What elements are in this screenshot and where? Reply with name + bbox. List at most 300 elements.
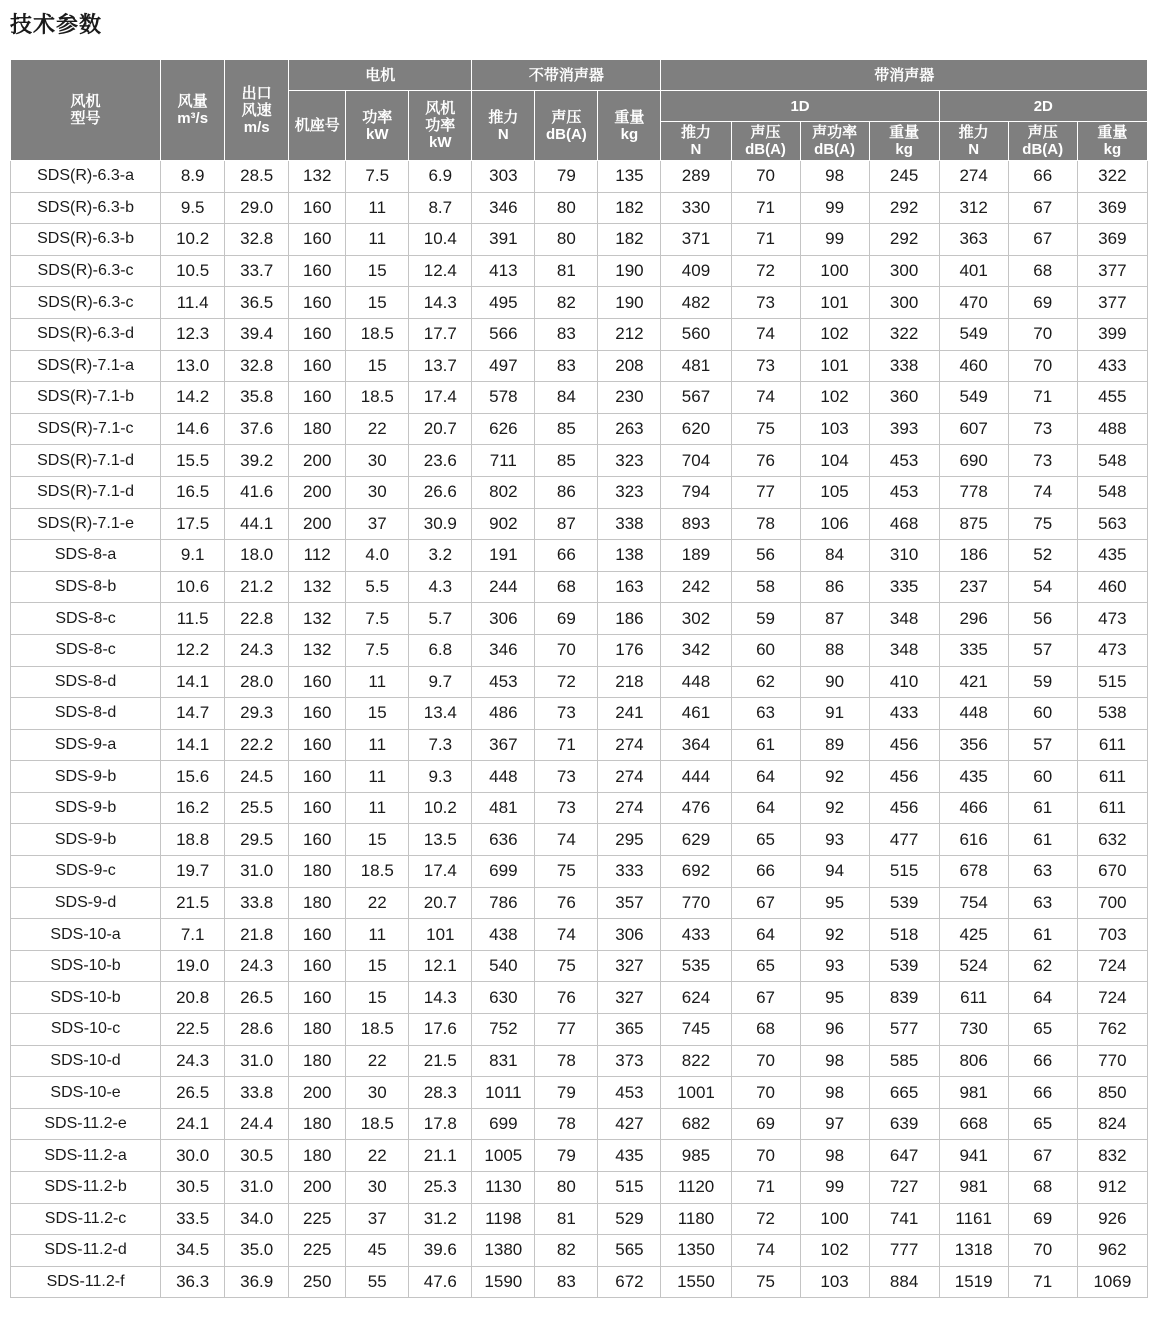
cell-2d-spl: 71 (1008, 382, 1077, 414)
cell-motor-frame: 160 (289, 761, 346, 793)
cell-fan-power: 9.7 (409, 666, 472, 698)
cell-1d-weight: 539 (869, 887, 939, 919)
cell-1d-swl: 96 (800, 1014, 869, 1046)
cell-motor-power: 18.5 (346, 856, 409, 888)
cell-1d-swl: 105 (800, 476, 869, 508)
cell-1d-thrust: 448 (661, 666, 731, 698)
cell-airflow: 14.2 (161, 382, 225, 414)
cell-1d-thrust: 704 (661, 445, 731, 477)
cell-ns-weight: 274 (598, 729, 661, 761)
cell-airflow: 12.3 (161, 318, 225, 350)
cell-motor-power: 22 (346, 413, 409, 445)
table-row (11, 571, 1148, 603)
cell-ns-spl: 76 (535, 887, 598, 919)
header-line: kg (895, 141, 913, 158)
cell-1d-swl: 102 (800, 318, 869, 350)
cell-motor-frame: 200 (289, 1172, 346, 1204)
spec-table-body (11, 161, 1148, 1298)
cell-airflow: 15.6 (161, 761, 225, 793)
cell-ns-thrust: 831 (472, 1045, 535, 1077)
cell-fan-power: 4.3 (409, 571, 472, 603)
cell-1d-thrust: 893 (661, 508, 731, 540)
header-line: 出口 (241, 84, 272, 102)
cell-2d-weight: 369 (1077, 192, 1147, 224)
cell-2d-spl: 56 (1008, 603, 1077, 635)
cell-1d-swl: 93 (800, 950, 869, 982)
table-row (11, 476, 1148, 508)
cell-model: SDS(R)-7.1-b (11, 382, 161, 414)
cell-airflow: 19.0 (161, 950, 225, 982)
header-line: kW (429, 134, 452, 151)
cell-1d-weight: 300 (869, 287, 939, 319)
cell-motor-frame: 160 (289, 350, 346, 382)
header-ns-spl (535, 91, 598, 161)
cell-1d-weight: 360 (869, 382, 939, 414)
cell-2d-weight: 611 (1077, 729, 1147, 761)
cell-2d-thrust: 237 (939, 571, 1008, 603)
cell-fan-power: 6.8 (409, 634, 472, 666)
cell-ns-thrust: 578 (472, 382, 535, 414)
cell-1d-spl: 64 (731, 919, 800, 951)
cell-fan-power: 13.4 (409, 698, 472, 730)
cell-model: SDS-11.2-c (11, 1203, 161, 1235)
cell-outlet-speed: 35.0 (225, 1235, 289, 1267)
cell-1d-swl: 87 (800, 603, 869, 635)
cell-model: SDS(R)-6.3-c (11, 255, 161, 287)
cell-ns-spl: 75 (535, 856, 598, 888)
cell-1d-swl: 102 (800, 382, 869, 414)
cell-motor-power: 15 (346, 698, 409, 730)
cell-fan-power: 6.9 (409, 161, 472, 193)
cell-model: SDS(R)-7.1-d (11, 445, 161, 477)
cell-motor-frame: 160 (289, 287, 346, 319)
cell-motor-frame: 200 (289, 508, 346, 540)
header-line: 风速 (241, 101, 272, 119)
cell-1d-thrust: 1120 (661, 1172, 731, 1204)
cell-ns-spl: 84 (535, 382, 598, 414)
cell-ns-thrust: 438 (472, 919, 535, 951)
cell-model: SDS-11.2-e (11, 1108, 161, 1140)
cell-airflow: 21.5 (161, 887, 225, 919)
cell-1d-thrust: 1001 (661, 1077, 731, 1109)
cell-ns-thrust: 413 (472, 255, 535, 287)
cell-1d-spl: 73 (731, 287, 800, 319)
cell-airflow: 11.4 (161, 287, 225, 319)
cell-outlet-speed: 28.6 (225, 1014, 289, 1046)
cell-2d-weight: 563 (1077, 508, 1147, 540)
cell-ns-weight: 327 (598, 982, 661, 1014)
cell-outlet-speed: 31.0 (225, 856, 289, 888)
cell-1d-spl: 60 (731, 634, 800, 666)
cell-model: SDS-10-b (11, 950, 161, 982)
cell-ns-spl: 74 (535, 824, 598, 856)
cell-2d-thrust: 425 (939, 919, 1008, 951)
cell-1d-spl: 74 (731, 318, 800, 350)
table-row (11, 792, 1148, 824)
cell-1d-weight: 335 (869, 571, 939, 603)
cell-2d-spl: 63 (1008, 856, 1077, 888)
table-row (11, 1235, 1148, 1267)
cell-ns-weight: 373 (598, 1045, 661, 1077)
cell-2d-spl: 59 (1008, 666, 1077, 698)
cell-2d-weight: 399 (1077, 318, 1147, 350)
cell-1d-thrust: 1350 (661, 1235, 731, 1267)
cell-motor-frame: 200 (289, 476, 346, 508)
cell-outlet-speed: 39.2 (225, 445, 289, 477)
table-row (11, 1077, 1148, 1109)
page-title: 技术参数 (10, 13, 103, 38)
cell-ns-weight: 138 (598, 540, 661, 572)
cell-outlet-speed: 24.4 (225, 1108, 289, 1140)
cell-1d-thrust: 342 (661, 634, 731, 666)
table-row (11, 698, 1148, 730)
cell-airflow: 16.2 (161, 792, 225, 824)
cell-model: SDS-10-e (11, 1077, 161, 1109)
header-ns-weight (598, 91, 661, 161)
cell-ns-spl: 73 (535, 761, 598, 793)
cell-ns-weight: 323 (598, 476, 661, 508)
cell-2d-spl: 61 (1008, 792, 1077, 824)
cell-ns-spl: 83 (535, 318, 598, 350)
cell-1d-weight: 777 (869, 1235, 939, 1267)
table-row (11, 824, 1148, 856)
cell-outlet-speed: 21.2 (225, 571, 289, 603)
cell-2d-thrust: 356 (939, 729, 1008, 761)
cell-airflow: 10.2 (161, 224, 225, 256)
cell-motor-frame: 132 (289, 161, 346, 193)
cell-2d-spl: 67 (1008, 1140, 1077, 1172)
header-airflow (161, 60, 225, 161)
header-line: dB(A) (814, 141, 855, 158)
cell-motor-frame: 132 (289, 603, 346, 635)
cell-2d-thrust: 981 (939, 1077, 1008, 1109)
cell-1d-thrust: 745 (661, 1014, 731, 1046)
cell-model: SDS-11.2-b (11, 1172, 161, 1204)
cell-motor-power: 30 (346, 476, 409, 508)
cell-airflow: 9.1 (161, 540, 225, 572)
cell-outlet-speed: 25.5 (225, 792, 289, 824)
cell-1d-weight: 839 (869, 982, 939, 1014)
cell-2d-thrust: 981 (939, 1172, 1008, 1204)
header-line: 推力 (958, 124, 989, 141)
cell-ns-weight: 176 (598, 634, 661, 666)
header-model (11, 60, 161, 161)
header-1d-thrust (661, 122, 731, 161)
cell-motor-frame: 200 (289, 445, 346, 477)
cell-motor-power: 5.5 (346, 571, 409, 603)
cell-fan-power: 17.4 (409, 856, 472, 888)
cell-ns-spl: 78 (535, 1108, 598, 1140)
cell-airflow: 7.1 (161, 919, 225, 951)
cell-ns-weight: 274 (598, 761, 661, 793)
cell-ns-spl: 79 (535, 1077, 598, 1109)
cell-fan-power: 12.1 (409, 950, 472, 982)
cell-2d-weight: 473 (1077, 634, 1147, 666)
cell-motor-frame: 180 (289, 887, 346, 919)
cell-2d-spl: 70 (1008, 1235, 1077, 1267)
cell-airflow: 16.5 (161, 476, 225, 508)
cell-outlet-speed: 33.8 (225, 887, 289, 919)
cell-2d-spl: 67 (1008, 224, 1077, 256)
cell-ns-thrust: 191 (472, 540, 535, 572)
cell-2d-weight: 473 (1077, 603, 1147, 635)
cell-ns-thrust: 486 (472, 698, 535, 730)
cell-1d-spl: 74 (731, 1235, 800, 1267)
cell-1d-thrust: 371 (661, 224, 731, 256)
cell-1d-swl: 101 (800, 350, 869, 382)
cell-2d-spl: 61 (1008, 824, 1077, 856)
cell-motor-power: 11 (346, 192, 409, 224)
cell-motor-frame: 160 (289, 950, 346, 982)
cell-motor-frame: 160 (289, 224, 346, 256)
cell-outlet-speed: 44.1 (225, 508, 289, 540)
cell-motor-power: 4.0 (346, 540, 409, 572)
cell-2d-weight: 460 (1077, 571, 1147, 603)
table-row (11, 1045, 1148, 1077)
cell-motor-power: 15 (346, 824, 409, 856)
cell-model: SDS-11.2-a (11, 1140, 161, 1172)
cell-ns-thrust: 711 (472, 445, 535, 477)
cell-1d-weight: 539 (869, 950, 939, 982)
cell-ns-spl: 77 (535, 1014, 598, 1046)
cell-ns-spl: 83 (535, 1266, 598, 1298)
cell-airflow: 33.5 (161, 1203, 225, 1235)
cell-motor-power: 37 (346, 508, 409, 540)
cell-airflow: 14.6 (161, 413, 225, 445)
cell-outlet-speed: 21.8 (225, 919, 289, 951)
cell-1d-spl: 66 (731, 856, 800, 888)
cell-2d-weight: 832 (1077, 1140, 1147, 1172)
table-row (11, 1108, 1148, 1140)
cell-1d-swl: 92 (800, 792, 869, 824)
cell-airflow: 12.2 (161, 634, 225, 666)
cell-model: SDS-9-b (11, 761, 161, 793)
cell-2d-weight: 926 (1077, 1203, 1147, 1235)
cell-2d-weight: 724 (1077, 982, 1147, 1014)
cell-model: SDS-9-a (11, 729, 161, 761)
cell-2d-weight: 724 (1077, 950, 1147, 982)
cell-2d-spl: 63 (1008, 887, 1077, 919)
cell-ns-spl: 78 (535, 1045, 598, 1077)
cell-1d-thrust: 242 (661, 571, 731, 603)
header-line: 型号 (70, 110, 101, 127)
cell-motor-power: 30 (346, 1172, 409, 1204)
cell-motor-frame: 200 (289, 1077, 346, 1109)
cell-2d-weight: 548 (1077, 445, 1147, 477)
cell-1d-weight: 453 (869, 476, 939, 508)
cell-1d-weight: 727 (869, 1172, 939, 1204)
cell-motor-power: 22 (346, 887, 409, 919)
cell-airflow: 30.0 (161, 1140, 225, 1172)
cell-motor-power: 18.5 (346, 1014, 409, 1046)
cell-2d-weight: 455 (1077, 382, 1147, 414)
cell-2d-thrust: 421 (939, 666, 1008, 698)
cell-1d-spl: 78 (731, 508, 800, 540)
cell-motor-power: 45 (346, 1235, 409, 1267)
cell-ns-spl: 74 (535, 919, 598, 951)
cell-outlet-speed: 32.8 (225, 350, 289, 382)
cell-2d-thrust: 611 (939, 982, 1008, 1014)
header-line: N (690, 141, 702, 158)
table-row (11, 508, 1148, 540)
cell-ns-spl: 81 (535, 1203, 598, 1235)
cell-2d-thrust: 875 (939, 508, 1008, 540)
cell-ns-thrust: 453 (472, 666, 535, 698)
cell-1d-thrust: 560 (661, 318, 731, 350)
cell-motor-power: 7.5 (346, 634, 409, 666)
cell-fan-power: 13.7 (409, 350, 472, 382)
table-row (11, 603, 1148, 635)
cell-1d-swl: 92 (800, 761, 869, 793)
cell-2d-spl: 69 (1008, 287, 1077, 319)
cell-2d-spl: 73 (1008, 413, 1077, 445)
cell-ns-thrust: 802 (472, 476, 535, 508)
cell-1d-swl: 99 (800, 1172, 869, 1204)
header-line: N (968, 141, 980, 158)
cell-ns-spl: 80 (535, 1172, 598, 1204)
cell-2d-spl: 66 (1008, 161, 1077, 193)
cell-motor-power: 22 (346, 1140, 409, 1172)
header-line: dB(A) (745, 141, 786, 158)
cell-ns-thrust: 367 (472, 729, 535, 761)
cell-2d-thrust: 274 (939, 161, 1008, 193)
cell-2d-spl: 64 (1008, 982, 1077, 1014)
cell-1d-thrust: 620 (661, 413, 731, 445)
cell-2d-spl: 68 (1008, 255, 1077, 287)
cell-airflow: 10.6 (161, 571, 225, 603)
cell-model: SDS-10-d (11, 1045, 161, 1077)
cell-motor-frame: 180 (289, 1045, 346, 1077)
cell-2d-thrust: 616 (939, 824, 1008, 856)
cell-1d-thrust: 1550 (661, 1266, 731, 1298)
table-row (11, 255, 1148, 287)
cell-1d-weight: 741 (869, 1203, 939, 1235)
cell-2d-thrust: 754 (939, 887, 1008, 919)
cell-1d-swl: 106 (800, 508, 869, 540)
header-variant-1d: 1D (661, 91, 939, 122)
cell-ns-weight: 263 (598, 413, 661, 445)
cell-ns-thrust: 540 (472, 950, 535, 982)
cell-ns-weight: 230 (598, 382, 661, 414)
cell-motor-power: 15 (346, 982, 409, 1014)
cell-ns-spl: 87 (535, 508, 598, 540)
cell-outlet-speed: 29.5 (225, 824, 289, 856)
cell-model: SDS(R)-6.3-a (11, 161, 161, 193)
cell-2d-weight: 548 (1077, 476, 1147, 508)
cell-outlet-speed: 30.5 (225, 1140, 289, 1172)
cell-fan-power: 23.6 (409, 445, 472, 477)
cell-fan-power: 101 (409, 919, 472, 951)
cell-model: SDS-10-c (11, 1014, 161, 1046)
table-row (11, 1140, 1148, 1172)
cell-1d-spl: 65 (731, 950, 800, 982)
cell-ns-thrust: 497 (472, 350, 535, 382)
cell-1d-weight: 456 (869, 761, 939, 793)
header-2d-spl (1008, 122, 1077, 161)
table-row (11, 666, 1148, 698)
cell-1d-swl: 95 (800, 887, 869, 919)
cell-model: SDS(R)-6.3-b (11, 224, 161, 256)
cell-ns-thrust: 244 (472, 571, 535, 603)
cell-1d-spl: 70 (731, 1140, 800, 1172)
table-row (11, 1014, 1148, 1046)
cell-2d-thrust: 435 (939, 761, 1008, 793)
cell-2d-thrust: 363 (939, 224, 1008, 256)
cell-1d-weight: 518 (869, 919, 939, 951)
cell-outlet-speed: 24.3 (225, 634, 289, 666)
cell-motor-power: 7.5 (346, 603, 409, 635)
cell-1d-spl: 70 (731, 161, 800, 193)
cell-model: SDS-8-c (11, 603, 161, 635)
cell-outlet-speed: 39.4 (225, 318, 289, 350)
header-variant-2d: 2D (939, 91, 1147, 122)
cell-outlet-speed: 36.9 (225, 1266, 289, 1298)
cell-model: SDS(R)-6.3-d (11, 318, 161, 350)
header-line: 声压 (551, 108, 582, 126)
cell-1d-thrust: 692 (661, 856, 731, 888)
cell-motor-frame: 160 (289, 318, 346, 350)
cell-2d-thrust: 466 (939, 792, 1008, 824)
cell-2d-spl: 70 (1008, 350, 1077, 382)
cell-1d-spl: 72 (731, 255, 800, 287)
cell-2d-spl: 66 (1008, 1045, 1077, 1077)
cell-outlet-speed: 22.8 (225, 603, 289, 635)
cell-1d-swl: 99 (800, 192, 869, 224)
cell-motor-frame: 225 (289, 1203, 346, 1235)
cell-ns-thrust: 752 (472, 1014, 535, 1046)
header-line: N (497, 125, 509, 143)
cell-model: SDS(R)-7.1-d (11, 476, 161, 508)
cell-ns-spl: 69 (535, 603, 598, 635)
cell-fan-power: 14.3 (409, 982, 472, 1014)
cell-2d-weight: 322 (1077, 161, 1147, 193)
cell-1d-thrust: 482 (661, 287, 731, 319)
cell-airflow: 26.5 (161, 1077, 225, 1109)
header-line: 重量 (889, 124, 920, 141)
cell-2d-weight: 670 (1077, 856, 1147, 888)
cell-1d-weight: 393 (869, 413, 939, 445)
cell-1d-thrust: 624 (661, 982, 731, 1014)
cell-motor-frame: 180 (289, 413, 346, 445)
cell-2d-weight: 912 (1077, 1172, 1147, 1204)
cell-outlet-speed: 28.5 (225, 161, 289, 193)
cell-airflow: 24.3 (161, 1045, 225, 1077)
cell-1d-weight: 477 (869, 824, 939, 856)
cell-1d-weight: 348 (869, 603, 939, 635)
cell-2d-spl: 66 (1008, 1077, 1077, 1109)
cell-ns-spl: 85 (535, 413, 598, 445)
cell-1d-thrust: 409 (661, 255, 731, 287)
cell-model: SDS-10-a (11, 919, 161, 951)
cell-1d-thrust: 461 (661, 698, 731, 730)
table-row (11, 634, 1148, 666)
cell-ns-spl: 76 (535, 982, 598, 1014)
cell-1d-weight: 884 (869, 1266, 939, 1298)
cell-2d-spl: 70 (1008, 318, 1077, 350)
cell-2d-thrust: 549 (939, 382, 1008, 414)
cell-2d-thrust: 549 (939, 318, 1008, 350)
cell-ns-thrust: 495 (472, 287, 535, 319)
cell-ns-thrust: 1130 (472, 1172, 535, 1204)
cell-1d-thrust: 330 (661, 192, 731, 224)
cell-2d-spl: 54 (1008, 571, 1077, 603)
cell-ns-thrust: 786 (472, 887, 535, 919)
cell-ns-spl: 66 (535, 540, 598, 572)
table-row (11, 287, 1148, 319)
cell-ns-weight: 163 (598, 571, 661, 603)
cell-outlet-speed: 29.0 (225, 192, 289, 224)
cell-model: SDS-9-c (11, 856, 161, 888)
